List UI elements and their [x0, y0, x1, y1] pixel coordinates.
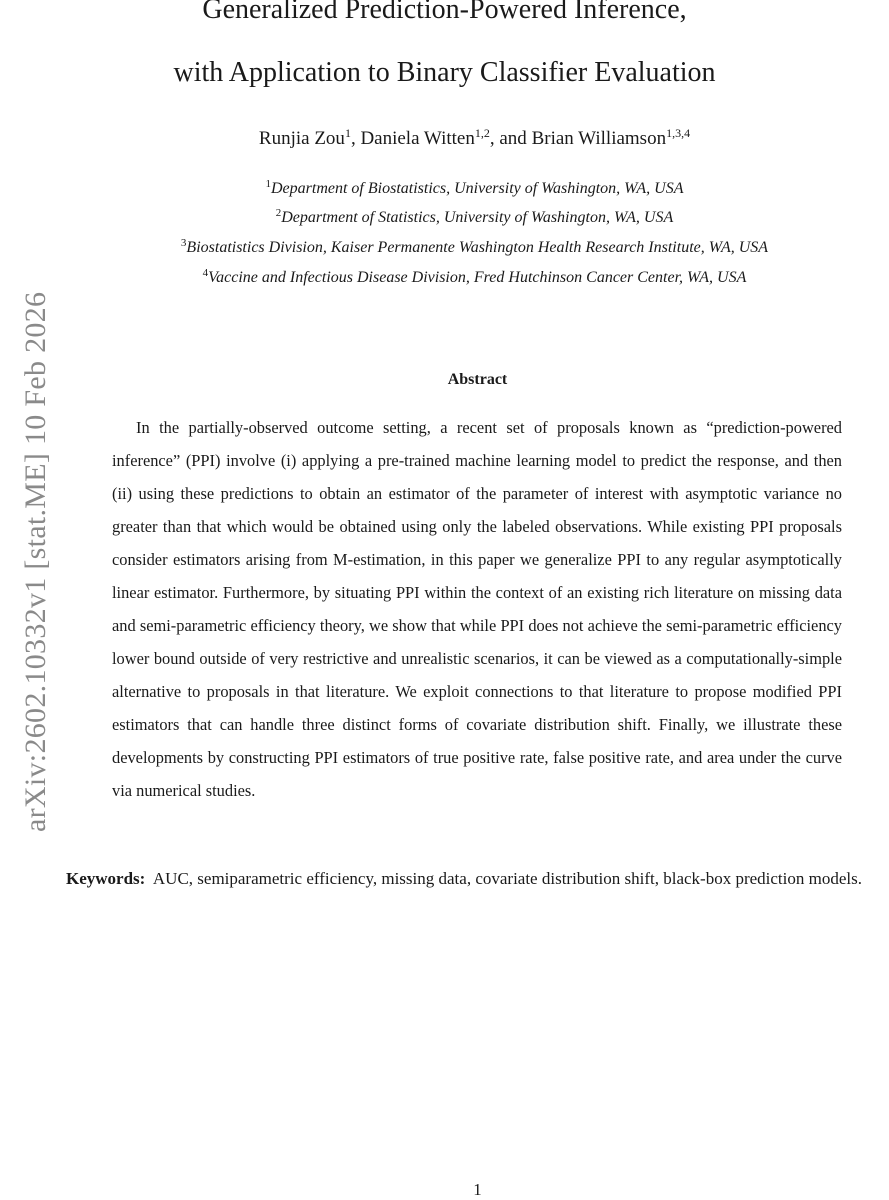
- affiliation-1: [0, 180, 889, 198]
- affiliation-text: Biostatistics Division, Kaiser Permanente Washington Health Research Institute, WA, USA: [186, 239, 769, 256]
- page-number: 1: [473, 1180, 482, 1199]
- abstract-text: In the partially-observed outcome setting, a recent set of proposals known as “prediction-powered inference” (PPI) involve (i) applying a pre-trained machine learning model to predict the response, and then (ii) using these predictions to obtain an estimator of the parameter of interest with asymptotic variance no greater than that which would be obtained using only the labeled observations. While existing PPI proposals consider estimators arising from M-estimation, in this paper we generalize PPI to any regular asymptotically linear estimator. Furthermore, by situating PPI within the context of an existing rich literature on missing data and semi-parametric efficiency theory, we show that while PPI does not achieve the semi-parametric efficiency lower bound outside of very restrictive and unrealistic scenarios, it can be viewed as a computationally-simple alternative to proposals in that literature. We exploit connections to that literature to propose modified PPI estimators that can handle three distinct forms of covariate distribution shift. Finally, we illustrate these developments by constructing PPI estimators of true positive rate, false positive rate, and area under the curve via numerical studies.: [112, 418, 842, 800]
- keywords: [66, 860, 888, 898]
- keywords-text: AUC, semiparametric efficiency, missing data, covariate distribution shift, black-box prediction models.: [152, 869, 862, 888]
- author-list: [0, 128, 889, 150]
- author-separator: , and: [489, 128, 532, 149]
- author-name: Brian Williamson: [531, 128, 667, 149]
- keywords-label: Keywords:: [66, 869, 146, 888]
- affiliation-4: [0, 269, 889, 287]
- affiliation-text: Department of Biostatistics, University of Washington, WA, USA: [271, 180, 684, 197]
- author-affiliation-mark: 1,3,4: [666, 126, 691, 140]
- author-separator: ,: [350, 128, 361, 149]
- affiliation-mark: 2: [275, 207, 282, 219]
- paper-title-line-1: Generalized Prediction-Powered Inference,: [202, 0, 687, 25]
- author-affiliation-mark: 1: [344, 126, 351, 140]
- abstract-heading: Abstract: [447, 371, 508, 388]
- affiliation-mark: 4: [202, 267, 209, 279]
- arxiv-stamp: arXiv:2602.10332v1 [stat.ME] 10 Feb 2026: [19, 291, 52, 832]
- affiliation-mark: 3: [180, 237, 187, 249]
- paper-title-line-2: with Application to Binary Classifier Evaluation: [173, 57, 716, 88]
- author-name: Runjia Zou: [258, 128, 345, 149]
- author-affiliation-mark: 1,2: [474, 126, 490, 140]
- author-name: Daniela Witten: [360, 128, 475, 149]
- affiliation-text: Vaccine and Infectious Disease Division, Fred Hutchinson Cancer Center, WA, USA: [208, 269, 747, 286]
- affiliation-mark: 1: [265, 178, 271, 190]
- affiliation-text: Department of Statistics, University of Washington, WA, USA: [281, 209, 674, 226]
- affiliation-2: [0, 209, 889, 227]
- affiliation-3: [0, 239, 889, 257]
